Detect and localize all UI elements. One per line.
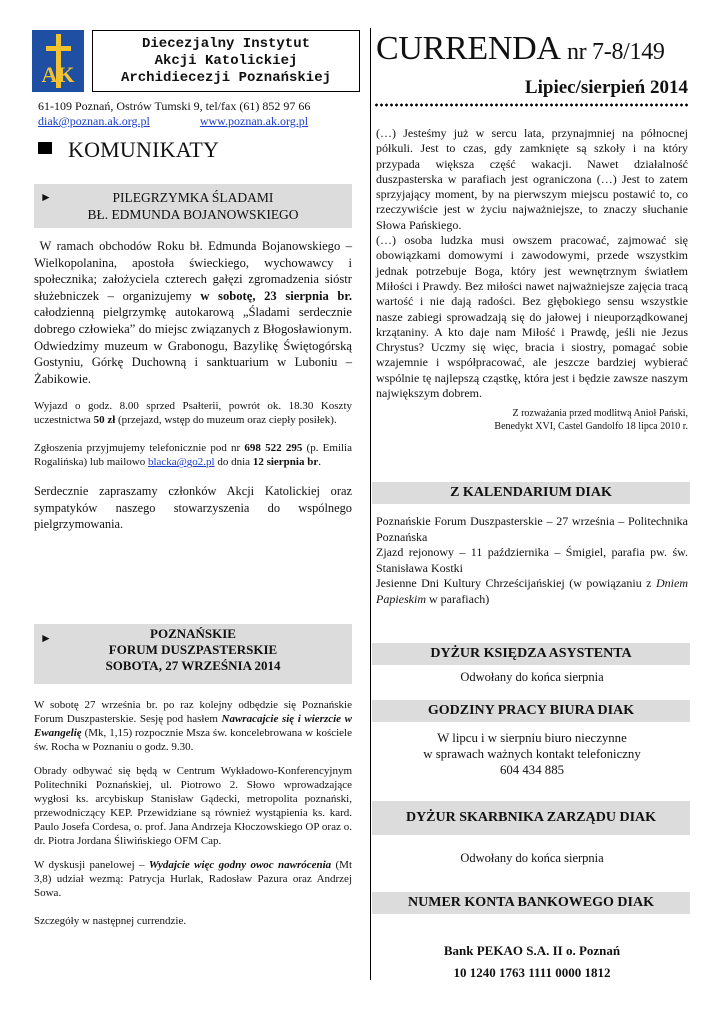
logo xyxy=(32,30,84,92)
office-hours-text xyxy=(376,730,688,778)
phone-number: 698 522 295 xyxy=(244,442,303,455)
calendar-item-3: Jesienne Dni Kultury Chrześcijańskiej (w powiązaniu z Dniem Papieskim w parafiach) xyxy=(376,576,688,606)
email-link[interactable]: diak@poznan.ak.org.pl xyxy=(38,114,150,128)
treasurer-heading: DYŻUR SKARBNIKA ZARZĄDU DIAK xyxy=(372,801,690,835)
office-hours-phone: 604 434 885 xyxy=(500,763,564,777)
postal-address: 61-109 Poznań, Ostrów Tumski 9, tel/fax (61) 852 97 66 xyxy=(38,99,311,113)
pilgrimage-heading xyxy=(34,184,352,228)
column-divider xyxy=(370,28,371,640)
forum-heading-line-2: FORUM DUSZPASTERSKIE xyxy=(108,642,278,657)
masthead xyxy=(376,30,688,99)
quote-paragraph-1: (…) Jesteśmy już w sercu lata, przynajmniej na północnej półkuli. Jest to czas, gdy zamknięte są szkoły i na który przypada większa część wakacji. Nawet działalność duszpasterska w parafiach jest ograniczona (…) Jest to zatem sprzyjający moment, by na pierwszym miejscu postawić to, co rzeczywiście jest w życiu najważniejsze, to znaczy słuchanie Słowa Pańskiego. xyxy=(376,126,688,232)
duty-priest-text: Odwołany do końca sierpnia xyxy=(460,670,604,684)
logo-letters: AK xyxy=(41,62,75,87)
calendar-item-1: Poznańskie Forum Duszpasterskie – 27 września – Politechnika Poznańska xyxy=(376,514,688,544)
section-title: KOMUNIKATY xyxy=(68,137,220,162)
treasurer-text: Odwołany do końca sierpnia xyxy=(460,851,604,865)
forum-paragraph-1: W sobotę 27 września br. po raz kolejny odbędzie się Poznańskie Forum Duszpasterskie. Sesję pod hasłem Nawracajcie się i wierzcie w Ewangelię (Mk, 1,15) rozpocznie Msza św. koncelebrowana w kościele św. Rocha w Poznaniu o godz. 9.30. xyxy=(34,699,352,753)
signup-email-link[interactable]: blacka@go2.pl xyxy=(147,456,215,469)
quote-source-line-2: Benedykt XVI, Castel Gandolfo 18 lipca 2010 r. xyxy=(494,421,688,433)
office-hours-heading: GODZINY PRACY BIURA DIAK xyxy=(372,700,690,722)
pilgrimage-body xyxy=(34,238,352,543)
org-line-1: Diecezjalny Instytut xyxy=(141,36,311,52)
pilgrimage-paragraph-2: Wyjazd o godz. 8.00 sprzed Psałterii, powrót ok. 18.30 Koszty uczestnictwa 50 zł (przejazd, wstęp do muzeum oraz ciepły posiłek). xyxy=(34,400,352,427)
forum-heading xyxy=(34,624,352,684)
issue-date: Lipiec/sierpień 2014 xyxy=(524,77,688,98)
office-hours-line-2: w sprawach ważnych kontakt telefoniczny xyxy=(423,747,641,761)
calendar-item-2: Zjazd rejonowy – 11 października – Śmigiel, parafia pw. św. Stanisława Kostki xyxy=(376,545,688,575)
pilgrimage-paragraph-1: W ramach obchodów Roku bł. Edmunda Bojanowskiego – Wielkopolanina, apostoła świeckiego, wychowawcy i społecznika; założyciela czterech gałęzi zgromadzenia sióstr służebniczek – organizujemy w sobotę, 23 sierpnia br. całodzienną pielgrzymkę autokarową „Śladami serdecznie dobrego człowieka” do miejsc związanych z Błogosławionym. Odwiedzimy muzeum w Grabonogu, Bazylikę Świętogórską Gostyniu, Górkę Duchowną i sanktuarium w Luboniu – Żabikowie. xyxy=(34,239,353,386)
forum-body xyxy=(34,698,352,928)
quote-paragraph-2: (…) osoba ludzka musi owszem pracować, zajmować się obowiązkami domowymi i zawodowymi, przede wszystkim jednak potrzebuje Boga, który jest wewnętrznym światłem Miłości i Prawdy. Bez miłości nawet najważniejsze zajęcia tracą wartość i nie dają radości. Bez głębokiego sensu wszystkie nasze zabiegi sprowadzają się do jałowej i nieuporządkowanej krzątaniny. A kto daje nam Miłość i Prawdę, jeśli nie Jezus Chrystus? Uczmy się więc, bracia i siostry, pomagać sobie wzajemnie i współpracować, ale jeszcze bardziej wybierać wspólnie tę najlepszą cząstkę, która jest i będzie zawsze naszym największym dobrem. xyxy=(376,233,688,401)
bank-details xyxy=(376,940,688,984)
calendar-heading: Z KALENDARIUM DIAK xyxy=(372,482,690,504)
newsletter-name: CURRENDA xyxy=(376,30,559,67)
duty-priest-heading: DYŻUR KSIĘDZA ASYSTENTA xyxy=(372,643,690,665)
forum-paragraph-4: Szczegóły w następnej currendzie. xyxy=(34,915,187,927)
quote-block xyxy=(376,126,688,433)
organization-name-box xyxy=(92,30,360,92)
org-line-3: Archidiecezji Poznańskiej xyxy=(120,70,332,86)
office-hours-line-1: W lipcu i w sierpniu biuro nieczynne xyxy=(437,731,627,745)
dotted-divider xyxy=(374,103,690,107)
forum-heading-line-3: SOBOTA, 27 WRZEŚNIA 2014 xyxy=(105,658,281,673)
newsletter-title xyxy=(376,30,688,71)
bank-heading: NUMER KONTA BANKOWEGO DIAK xyxy=(372,892,690,914)
website-link[interactable]: www.poznan.ak.org.pl xyxy=(199,114,309,128)
pilgrimage-paragraph-4: Serdecznie zapraszamy członków Akcji Katolickiej oraz sympatyków naszego stowarzyszenia do wspólnego pielgrzymowania. xyxy=(34,484,352,532)
forum-paragraph-3: W dyskusji panelowej – Wydajcie więc godny owoc nawrócenia (Mt 3,8) udział wezmą: Patrycja Hurlak, Radosław Pazura oraz Andrzej Sowa. xyxy=(34,859,352,899)
triangle-right-icon: ► xyxy=(40,190,52,204)
logo-mark xyxy=(32,30,84,92)
bank-account-number: 10 1240 1763 1111 0000 1812 xyxy=(453,965,611,980)
quote-source xyxy=(376,407,688,433)
bank-name: Bank PEKAO S.A. II o. Poznań xyxy=(443,943,621,958)
pilgrimage-heading-line-2: BŁ. EDMUNDA BOJANOWSKIEGO xyxy=(87,207,299,222)
bullet-square-icon xyxy=(38,142,52,154)
calendar-list xyxy=(376,514,688,607)
column-divider-lower xyxy=(370,640,371,980)
pilgrimage-paragraph-3: Zgłoszenia przyjmujemy telefonicznie pod nr 698 522 295 (p. Emilia Rogalińska) lub mailowo blacka@go2.pl do dnia 12 sierpnia br. xyxy=(34,442,352,469)
contact-address xyxy=(38,99,358,129)
triangle-right-icon: ► xyxy=(40,631,52,645)
forum-heading-line-1: POZNAŃSKIE xyxy=(150,626,236,641)
org-line-2: Akcji Katolickiej xyxy=(154,53,298,69)
quote-source-line-1: Z rozważania przed modlitwą Anioł Pański, xyxy=(512,408,688,420)
pilgrimage-heading-line-1: PILEGRZYMKA ŚLADAMI xyxy=(112,190,274,205)
forum-paragraph-2: Obrady odbywać się będą w Centrum Wykładowo-Konferencyjnym Politechniki Poznańskiej, ul. Piotrowo 2. Słowo wprowadzające wygłosi ks. arcybiskup Stanisław Gądecki, metropolita poznański, przewodniczący KEP. Przewidziane są również wystąpienia ks. kard. Paulo Josefa Cordesa, o. prof. Jana Andrzeja Kłoczowskiego OP oraz o. dr. Piotra Jordana Śliwińskiego OFM Cap. xyxy=(34,765,352,847)
issue-number: nr 7-8/149 xyxy=(566,39,665,65)
